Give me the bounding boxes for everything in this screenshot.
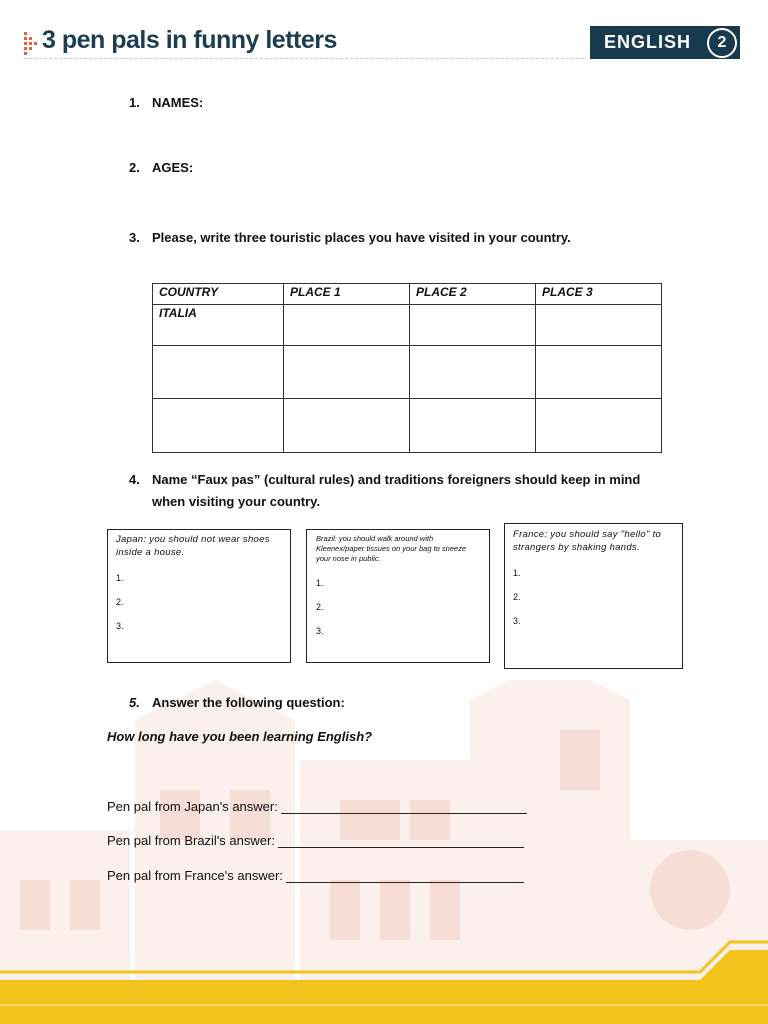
question-number: 2.	[129, 160, 140, 175]
list-item: 1.	[513, 568, 521, 578]
table-row	[153, 305, 662, 346]
faux-pas-intro: France: you should say "hello" to strangers by shaking hands.	[513, 529, 662, 553]
answer-japan	[107, 799, 527, 814]
answer-france	[107, 868, 524, 883]
table-cell[interactable]	[284, 305, 410, 346]
faux-pas-intro: Brazil: you should walk around with Kleenex/paper tissues on your bag to sneeze your nose in public.	[316, 534, 467, 563]
question-1	[129, 95, 203, 110]
english-level-badge	[590, 26, 740, 59]
table-row	[153, 346, 662, 399]
table-cell[interactable]	[153, 399, 284, 453]
table-cell[interactable]	[536, 305, 662, 346]
table-cell[interactable]	[536, 346, 662, 399]
badge-label: ENGLISH	[604, 32, 692, 52]
answer-line[interactable]	[281, 799, 527, 814]
table-cell[interactable]	[410, 305, 536, 346]
list-item: 1.	[116, 573, 124, 583]
question-text: Answer the following question:	[152, 695, 345, 710]
table-row	[153, 399, 662, 453]
faux-pas-box-japan[interactable]	[107, 529, 291, 663]
question-5	[129, 695, 345, 710]
list-item: 2.	[513, 592, 521, 602]
list-item: 2.	[316, 602, 324, 612]
table-cell[interactable]	[284, 346, 410, 399]
faux-pas-box-brazil[interactable]	[306, 529, 490, 663]
list-item: 3.	[116, 621, 124, 631]
list-item: 2.	[116, 597, 124, 607]
question-4	[129, 469, 669, 513]
question-5-prompt: How long have you been learning English?	[107, 729, 373, 744]
answer-brazil	[107, 833, 524, 848]
question-number: 4.	[129, 472, 140, 487]
table-header: PLACE 2	[410, 284, 536, 305]
answer-label: Pen pal from Japan's answer:	[107, 799, 278, 814]
table-header: PLACE 1	[284, 284, 410, 305]
faux-pas-intro: Japan: you should not wear shoes inside a house.	[116, 534, 270, 558]
table-cell[interactable]	[410, 346, 536, 399]
table-cell[interactable]	[536, 399, 662, 453]
table-header-row	[153, 284, 662, 305]
answer-line[interactable]	[278, 833, 524, 848]
answer-label: Pen pal from Brazil's answer:	[107, 833, 275, 848]
table-cell[interactable]	[284, 399, 410, 453]
question-number: 1.	[129, 95, 140, 110]
answer-line[interactable]	[286, 868, 524, 883]
question-number: 5.	[129, 695, 140, 710]
page-title: 3 pen pals in funny letters	[42, 26, 337, 54]
question-text: AGES:	[152, 160, 194, 175]
list-item: 3.	[513, 616, 521, 626]
table-header: PLACE 3	[536, 284, 662, 305]
table-header: COUNTRY	[153, 284, 284, 305]
dotted-arrow-logo-icon	[24, 30, 40, 56]
table-cell[interactable]: ITALIA	[153, 305, 284, 346]
question-text: Please, write three touristic places you have visited in your country.	[152, 230, 571, 245]
question-text: Name “Faux pas” (cultural rules) and traditions foreigners should keep in mind when visiting your country.	[152, 472, 641, 509]
list-item: 3.	[316, 626, 324, 636]
title-divider	[24, 58, 584, 59]
table-cell[interactable]	[153, 346, 284, 399]
answer-label: Pen pal from France's answer:	[107, 868, 283, 883]
page-header	[0, 0, 768, 70]
question-3	[129, 230, 571, 245]
question-number: 3.	[129, 230, 140, 245]
places-table	[152, 283, 662, 453]
table-cell[interactable]	[410, 399, 536, 453]
question-2	[129, 160, 193, 175]
faux-pas-box-france[interactable]	[504, 523, 683, 669]
badge-number: 2	[707, 28, 737, 58]
question-text: NAMES:	[152, 95, 204, 110]
list-item: 1.	[316, 578, 324, 588]
